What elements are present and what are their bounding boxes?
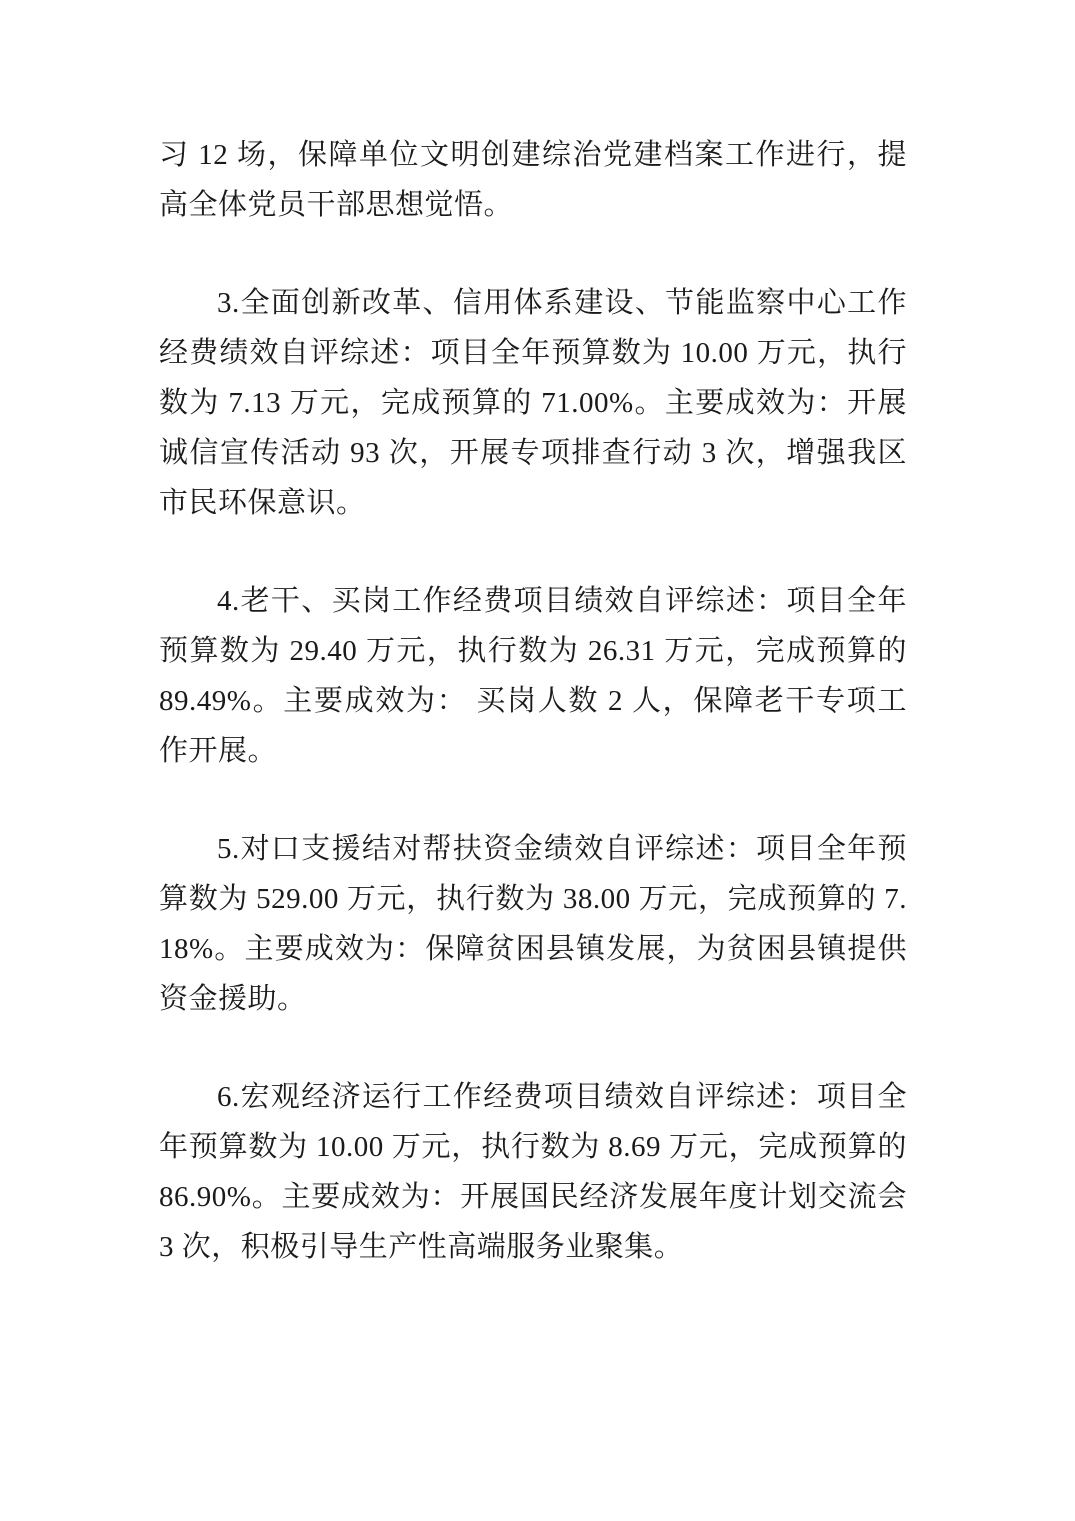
paragraph-item-3: 3.全面创新改革、信用体系建设、节能监察中心工作经费绩效自评综述：项目全年预算数为 10.00 万元，执行数为 7.13 万元，完成预算的 71.00%。主要成效为：开展诚信宣传活动 93 次，开展专项排查行动 3 次，增强我区市民环保意识。 — [159, 287, 907, 519]
document-body — [159, 130, 907, 1272]
paragraph-item-5: 5.对口支援结对帮扶资金绩效自评综述：项目全年预算数为 529.00 万元，执行数为 38.00 万元，完成预算的 7.18%。主要成效为：保障贫困县镇发展，为贫困县镇提供资金援助。 — [159, 833, 907, 1015]
paragraph-item-4: 4.老干、买岗工作经费项目绩效自评综述：项目全年预算数为 29.40 万元，执行数为 26.31 万元，完成预算的 89.49%。主要成效为： 买岗人数 2 人，保障老干专项工作开展。 — [159, 585, 907, 767]
paragraph-continuation: 习 12 场，保障单位文明创建综治党建档案工作进行，提高全体党员干部思想觉悟。 — [159, 139, 907, 221]
paragraph-item-6: 6.宏观经济运行工作经费项目绩效自评综述：项目全年预算数为 10.00 万元，执行数为 8.69 万元，完成预算的 86.90%。主要成效为：开展国民经济发展年度计划交流会 3 次，积极引导生产性高端服务业聚集。 — [159, 1081, 907, 1263]
